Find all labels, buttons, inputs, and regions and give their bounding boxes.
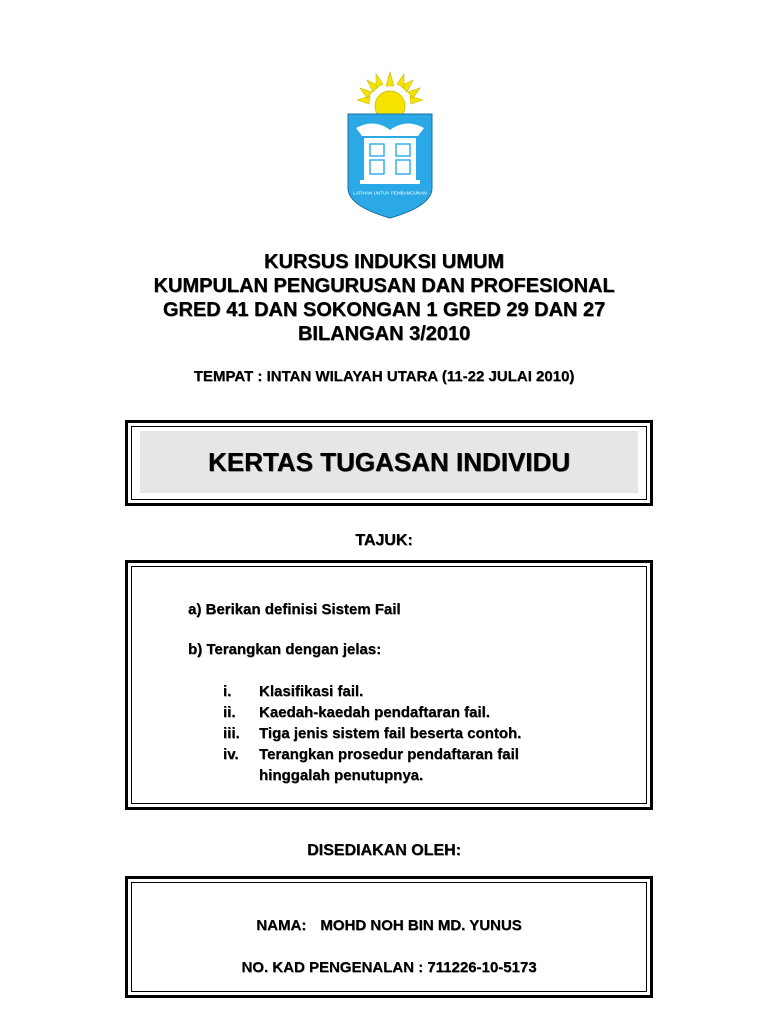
prepared-by-label: DISEDIAKAN OLEH:	[307, 842, 461, 859]
list-item-number: i.	[223, 683, 232, 700]
name-value: MOHD NOH BIN MD. YUNUS	[320, 917, 522, 934]
list-item-text: Tiga jenis sistem fail beserta contoh.	[259, 725, 522, 742]
question-b: b) Terangkan dengan jelas:	[188, 641, 382, 658]
list-item-number: iv.	[223, 746, 239, 763]
topic-label: TAJUK:	[355, 532, 413, 549]
list-item-number: ii.	[223, 704, 236, 721]
name-label: NAMA:	[256, 917, 307, 934]
prepared-by-box	[125, 876, 653, 998]
name-line	[128, 917, 650, 934]
list-item-text: Terangkan prosedur pendaftaran fail hinggalah penutupnya.	[259, 746, 519, 784]
title-line-4: BILANGAN 3/2010	[297, 323, 471, 345]
venue-line: TEMPAT : INTAN WILAYAH UTARA (11-22 JULAI 2010)	[193, 368, 575, 385]
course-title	[0, 250, 768, 346]
list-item	[223, 681, 599, 702]
ic-number-line: NO. KAD PENGENALAN : 711226-10-5173	[241, 959, 537, 976]
list-item	[223, 744, 599, 786]
list-item	[223, 723, 599, 744]
topic-box	[125, 560, 653, 810]
list-item-number: iii.	[223, 725, 240, 742]
banner-title: KERTAS TUGASAN INDIVIDU	[140, 431, 638, 493]
list-item-text: Klasifikasi fail.	[259, 683, 364, 700]
assignment-banner	[125, 420, 653, 506]
sub-question-list	[223, 681, 599, 786]
institution-crest-icon	[334, 70, 446, 220]
question-a: a) Berikan definisi Sistem Fail	[188, 601, 401, 618]
list-item	[223, 702, 599, 723]
title-line-2: KUMPULAN PENGURUSAN DAN PROFESIONAL	[153, 275, 615, 297]
list-item-text: Kaedah-kaedah pendaftaran fail.	[259, 704, 490, 721]
title-line-3: GRED 41 DAN SOKONGAN 1 GRED 29 DAN 27	[162, 299, 606, 321]
logo-motto: LATIHAN UNTUK PEMBANGUNAN	[353, 190, 427, 196]
title-line-1: KURSUS INDUKSI UMUM	[264, 251, 504, 273]
